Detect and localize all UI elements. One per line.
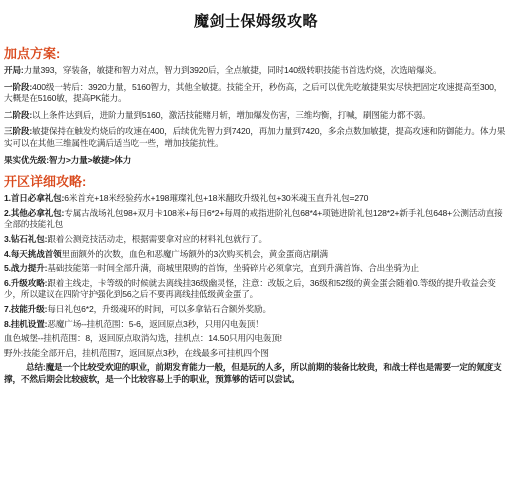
text-guide-5: 基础技能第一时间全部升满，商城里限购的首饰，坐骑碎片必须拿完，直到升满首饰、合出坐骑为止 bbox=[47, 263, 419, 274]
paragraph-guide-8c: 野外:技能全部开启，挂机范围7，返回原点3秒，在线最多可挂机四个图 bbox=[4, 347, 269, 358]
text-guide-3: 跟着公测竞技活动走，根据需要拿对应的材料礼包就行了。 bbox=[47, 233, 267, 244]
label-stage-3: 三阶段: bbox=[4, 126, 33, 137]
text-guide-4: 里面额外的次数，血色和恶魔广场额外的3次购买机会，黄金蛋商店刷满 bbox=[61, 248, 328, 259]
paragraph-guide-4 bbox=[4, 249, 508, 261]
text-stage-3: 敏捷保持在触发灼烧后的攻速在400，后续优先智力到7420，再加力量到7420，多余点数加敏捷，提高攻速和防御能力。体力果实可以在其他三维属性吃满后适当吃一些，增加技能抗性。 bbox=[4, 126, 506, 148]
fruit-priority: 果实优先级:智力>力量>敏捷>体力 bbox=[4, 154, 132, 165]
paragraph-summary bbox=[4, 362, 508, 385]
label-guide-4: 4.每天挑战首领 bbox=[4, 248, 62, 259]
text-guide-8: 恶魔广场--挂机范围：5-6，返回原点3秒，只用闪电轰顶！ bbox=[47, 318, 264, 329]
text-summary: 魔是一个比较受欢迎的职业，前期发育能力一般，但是玩的人多，所以前期的装备比较贵，和战士样也是需要一定的氪度支撑，不然后期会比较疲软，是一个比较容易上手的职业，预算够的话可以尝试。 bbox=[4, 362, 502, 384]
page-title: 魔剑士保姆级攻略 bbox=[193, 13, 318, 30]
text-stage-1: 400级一转后：3920力量，5160智力，其他全敏捷。技能全开，秒伤高，之后可以优先吃敏捷果实尽快把固定攻速提高至300，大概是在5160敏，提高PK能力。 bbox=[4, 81, 503, 104]
label-guide-1: 1.首日必拿礼包: bbox=[4, 193, 65, 204]
text-guide-2: 专属古战场礼包98+双月卡108米+每日6*2+每周的戒指进阶礼包68*4+项链进阶礼包128*2+新手礼包648+公测活动直接全部的技能礼包 bbox=[4, 207, 503, 230]
label-opening: 开局: bbox=[4, 65, 24, 75]
paragraph-stage-2 bbox=[4, 110, 508, 122]
text-guide-6: 跟着主线走，卡等级的时候就去离线挂36级幽灵怪，注意：改版之后，36级和52级的黄金蛋会随着0.等级的提升收益会变少，所以建议在四阶守护强化到56之后不要再离线挂低级黄金蛋了。 bbox=[4, 277, 496, 300]
label-guide-6: 6.升级攻略: bbox=[4, 277, 48, 288]
label-summary: 总结: bbox=[26, 362, 46, 373]
label-stage-1: 一阶段: bbox=[4, 81, 33, 92]
paragraph-guide-7 bbox=[4, 304, 508, 316]
label-guide-3: 3.钻石礼包: bbox=[4, 233, 48, 244]
paragraph-guide-5 bbox=[4, 263, 508, 275]
label-guide-8: 8.挂机设置: bbox=[4, 318, 48, 329]
section-heading-plus-plan: 加点方案: bbox=[4, 46, 61, 61]
text-guide-1: 6米首充+18米经验药水+198璀璨礼包+18米翻玫升级礼包+30米魂玉直升礼包=270 bbox=[64, 193, 369, 204]
paragraph-guide-1 bbox=[4, 193, 508, 205]
paragraph-guide-8b: 血色城堡--挂机范围：8，返回原点取消勾选，挂机点：14.50只用闪电轰顶! bbox=[4, 333, 282, 344]
text-stage-2: 以上条件达到后，进阶力量到5160，激活技能赌月斩，增加爆发伤害，三维均衡，打喊，刷图能力都不弱。 bbox=[32, 109, 431, 120]
label-guide-2: 2.其他必拿礼包: bbox=[4, 207, 65, 218]
paragraph-guide-2 bbox=[4, 208, 508, 231]
label-stage-2: 二阶段: bbox=[4, 109, 33, 120]
text-guide-7: 每日礼包6*2，升级魂环的时间，可以多拿钻石合额外奖励。 bbox=[47, 303, 271, 314]
paragraph-stage-3 bbox=[4, 126, 508, 149]
label-guide-7: 7.技能升级: bbox=[4, 303, 48, 314]
paragraph-guide-6 bbox=[4, 278, 508, 301]
text-opening: 力量393，穿装备，敏捷和智力对点，智力到3920后，全点敏捷，同时140级转职技能书首选灼烧，次选暗爆炎。 bbox=[23, 65, 442, 75]
paragraph-guide-8 bbox=[4, 319, 508, 331]
paragraph-opening bbox=[4, 65, 508, 77]
label-guide-5: 5.战力提升: bbox=[4, 263, 48, 274]
section-heading-guide: 开区详细攻略: bbox=[4, 174, 87, 190]
paragraph-stage-1 bbox=[4, 82, 508, 105]
paragraph-guide-3 bbox=[4, 234, 508, 246]
